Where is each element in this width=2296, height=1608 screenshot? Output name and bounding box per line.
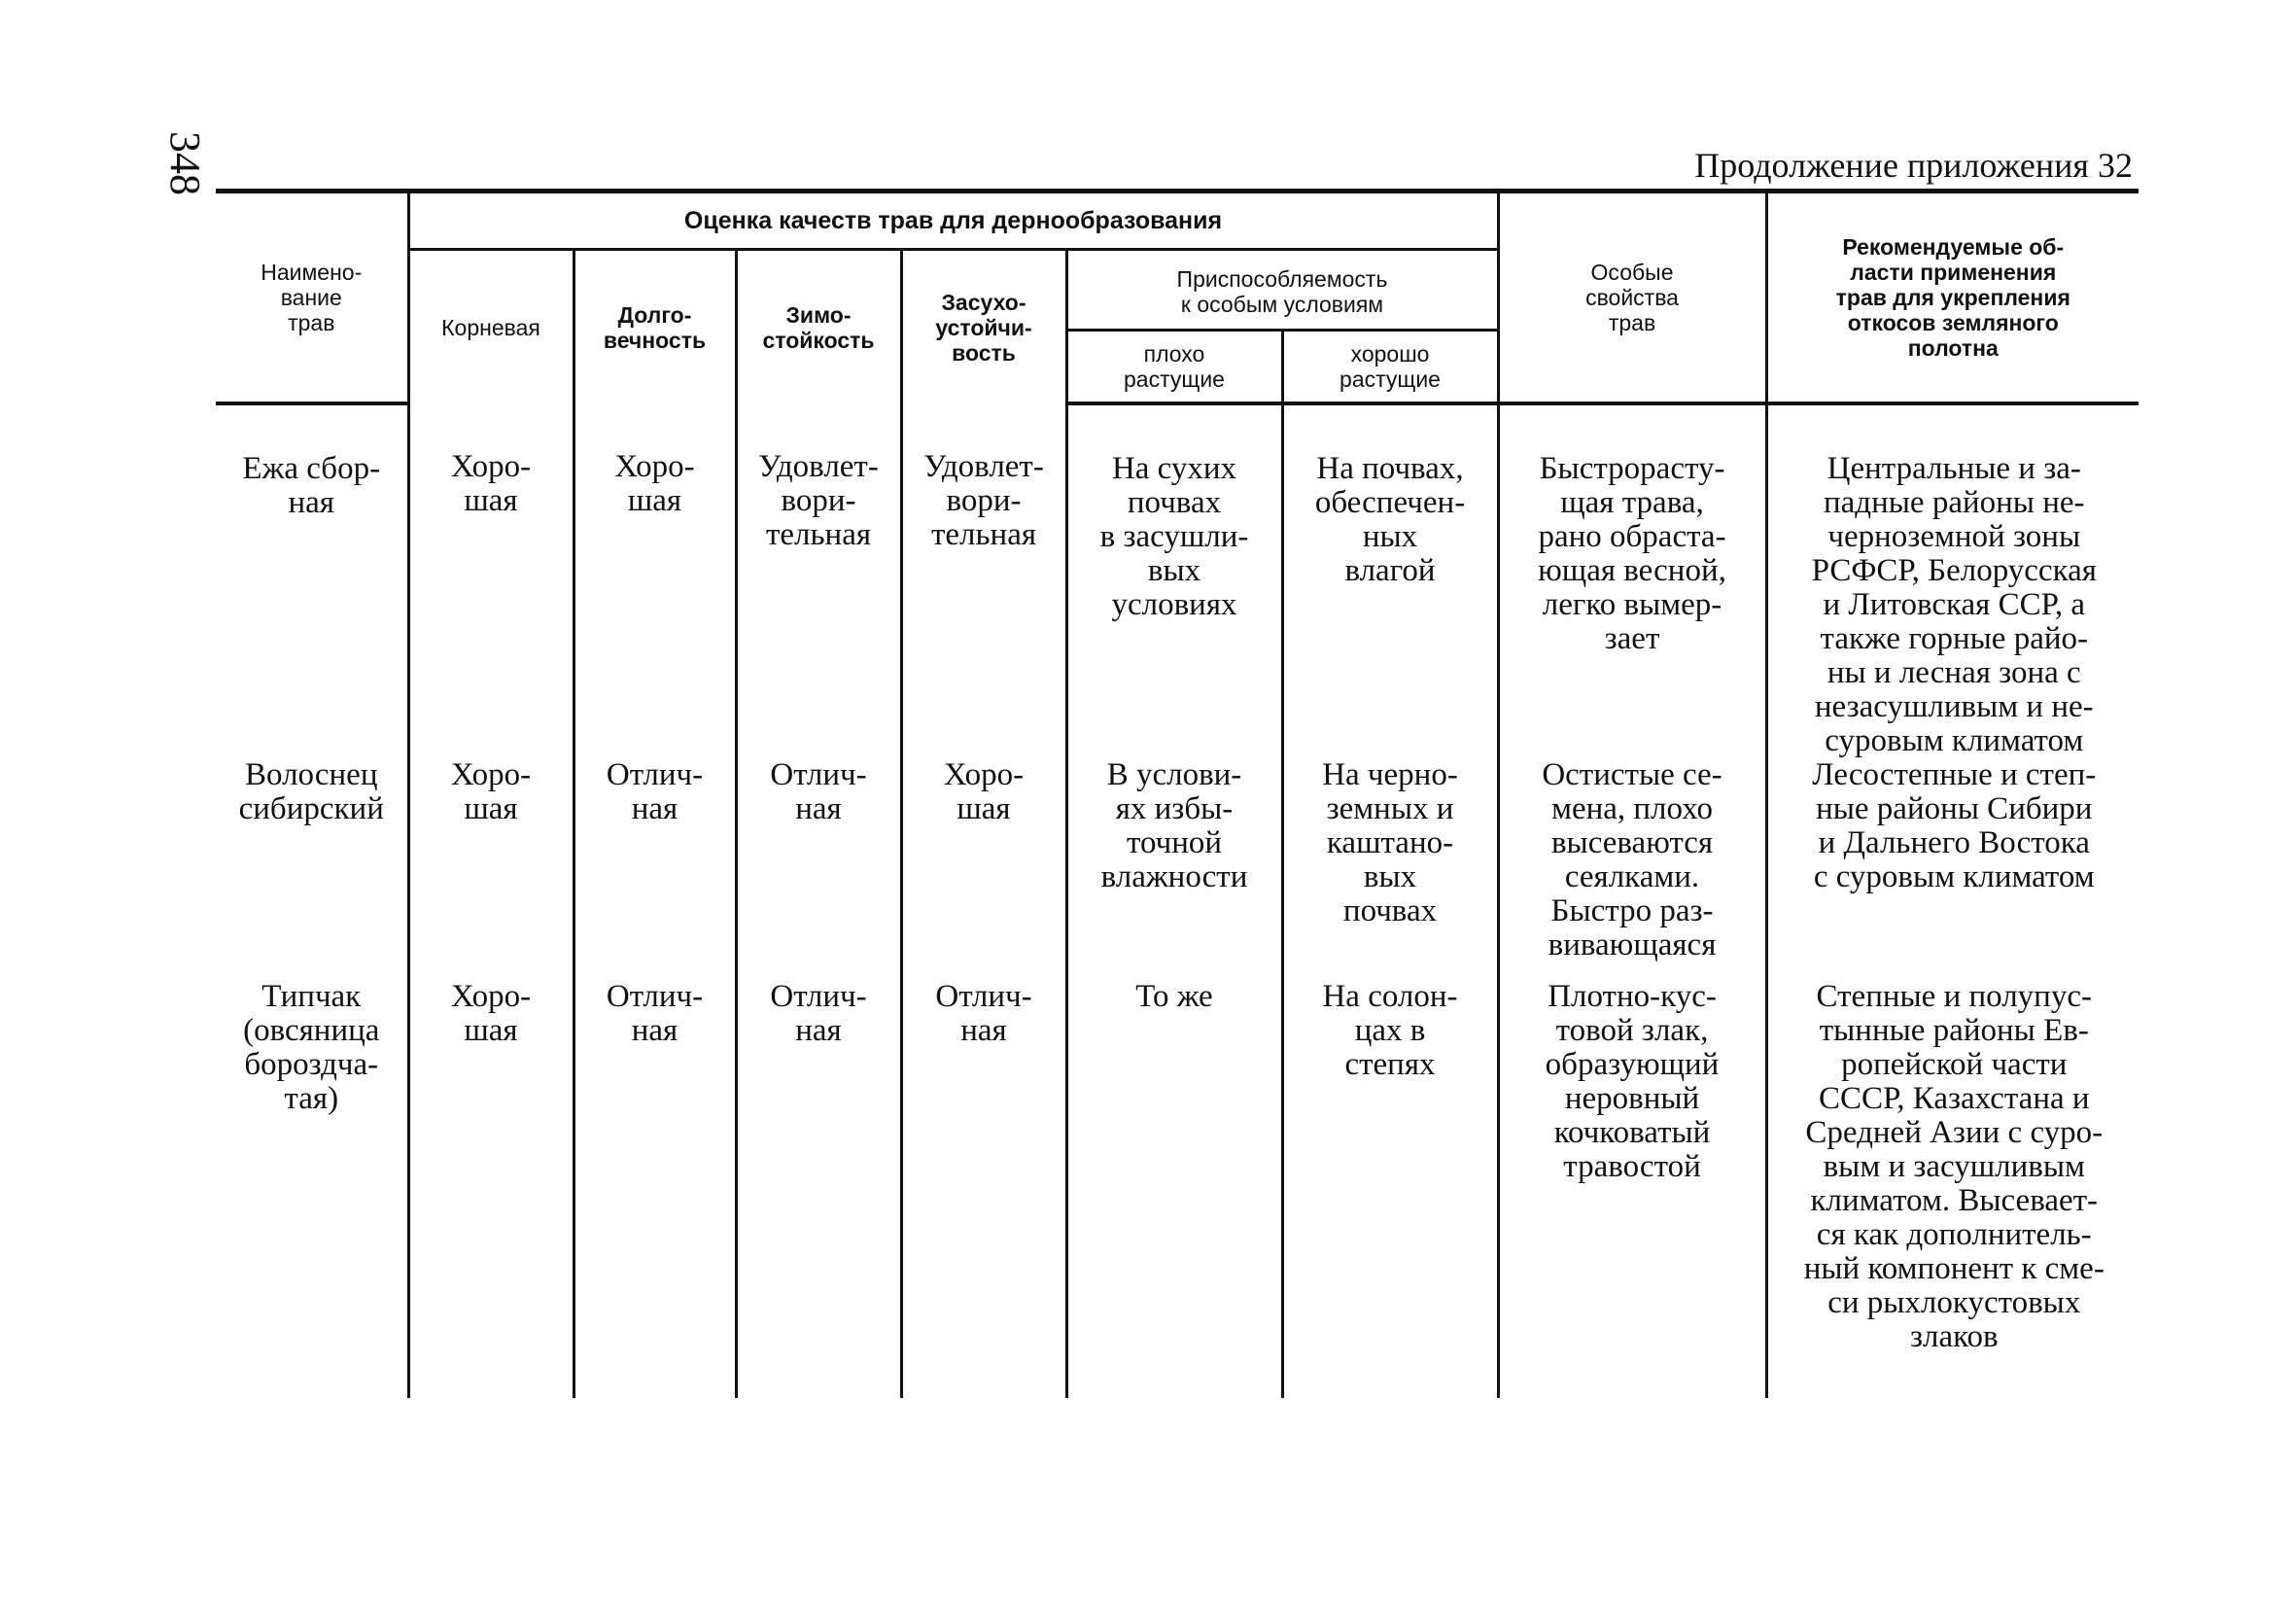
cell-name: Ежа сбор- ная (242, 451, 381, 520)
cell-good: На черно- земных и каштано- вых почвах (1282, 758, 1498, 980)
cell-special: Плотно-кус- товой злак, образующий неровный кочковатый травостой (1498, 980, 1766, 1398)
table-body (216, 403, 2139, 1398)
cell-root: Хоро- шая (408, 403, 574, 758)
cell-name: Типчак (овсяница бороздча- тая) (243, 979, 380, 1116)
cell-root: Хоро- шая (408, 980, 574, 1398)
header-drought: Засухо- устойчи- вость (901, 250, 1066, 404)
cell-drought: Отлич- ная (901, 980, 1066, 1398)
header-longevity: Долго- вечность (574, 250, 736, 404)
cell-winter: Отлич- ная (736, 758, 901, 980)
cell-winter: Удовлет- вори- тельная (736, 403, 901, 758)
cell-winter: Отлич- ная (736, 980, 901, 1398)
cell-special: Остистые се- мена, плохо высеваются сеялками. Быстро раз- вивающаяся (1498, 758, 1766, 980)
cell-poor: То же (1066, 980, 1282, 1398)
continuation-caption: Продолжение приложения 32 (1694, 146, 2133, 185)
cell-name: Волоснец сибирский (238, 757, 384, 826)
header-recommended: Рекомендуемые об- ласти применения трав для укрепления откосов земляного полотна (1766, 192, 2139, 404)
table-row (216, 758, 2139, 980)
header-root: Корневая (408, 250, 574, 404)
header-adapt: Приспособляемость к особым условиям (1066, 250, 1498, 331)
header-group: Оценка качеств трав для дернообразования (408, 192, 1498, 250)
table-header (216, 192, 2139, 404)
cell-special: Быстрорасту- щая трава, рано обраста- ющая весной, легко вымер- зает (1498, 403, 1766, 758)
cell-good: На солон- цах в степях (1282, 980, 1498, 1398)
cell-longevity: Хоро- шая (574, 403, 736, 758)
cell-poor: На сухих почвах в засушли- вых условиях (1066, 403, 1282, 758)
cell-recommended: Лесостепные и степ- ные районы Сибири и Дальнего Востока с суровым климатом (1766, 758, 2139, 980)
header-winter: Зимо- стойкость (736, 250, 901, 404)
header-name: Наимено- вание трав (216, 192, 408, 404)
table-row (216, 980, 2139, 1398)
cell-root: Хоро- шая (408, 758, 574, 980)
cell-longevity: Отлич- ная (574, 980, 736, 1398)
page-number: 348 (161, 131, 209, 195)
cell-good: На почвах, обеспечен- ных влагой (1282, 403, 1498, 758)
cell-drought: Хоро- шая (901, 758, 1066, 980)
table-row (216, 403, 2139, 758)
cell-poor: В услови- ях избы- точной влажности (1066, 758, 1282, 980)
cell-longevity: Отлич- ная (574, 758, 736, 980)
cell-recommended: Центральные и за- падные районы не- черноземной зоны РСФСР, Белорусская и Литовская ССР, а также горные райо- ны и лесная зона с незасушливым и не- суровым климатом (1766, 403, 2139, 758)
cell-recommended: Степные и полупус- тынные районы Ев- ропейской части СССР, Казахстана и Средней Азии с суро- вым и засушливым климатом. Высевает- ся как дополнитель- ный компонент к сме- си рыхлокустовых злаков (1766, 980, 2139, 1398)
header-poor: плохо растущие (1066, 331, 1282, 404)
cell-drought: Удовлет- вори- тельная (901, 403, 1066, 758)
grass-table (216, 189, 2139, 1398)
header-good: хорошо растущие (1282, 331, 1498, 404)
header-special: Особые свойства трав (1498, 192, 1766, 404)
table (216, 189, 2139, 1398)
